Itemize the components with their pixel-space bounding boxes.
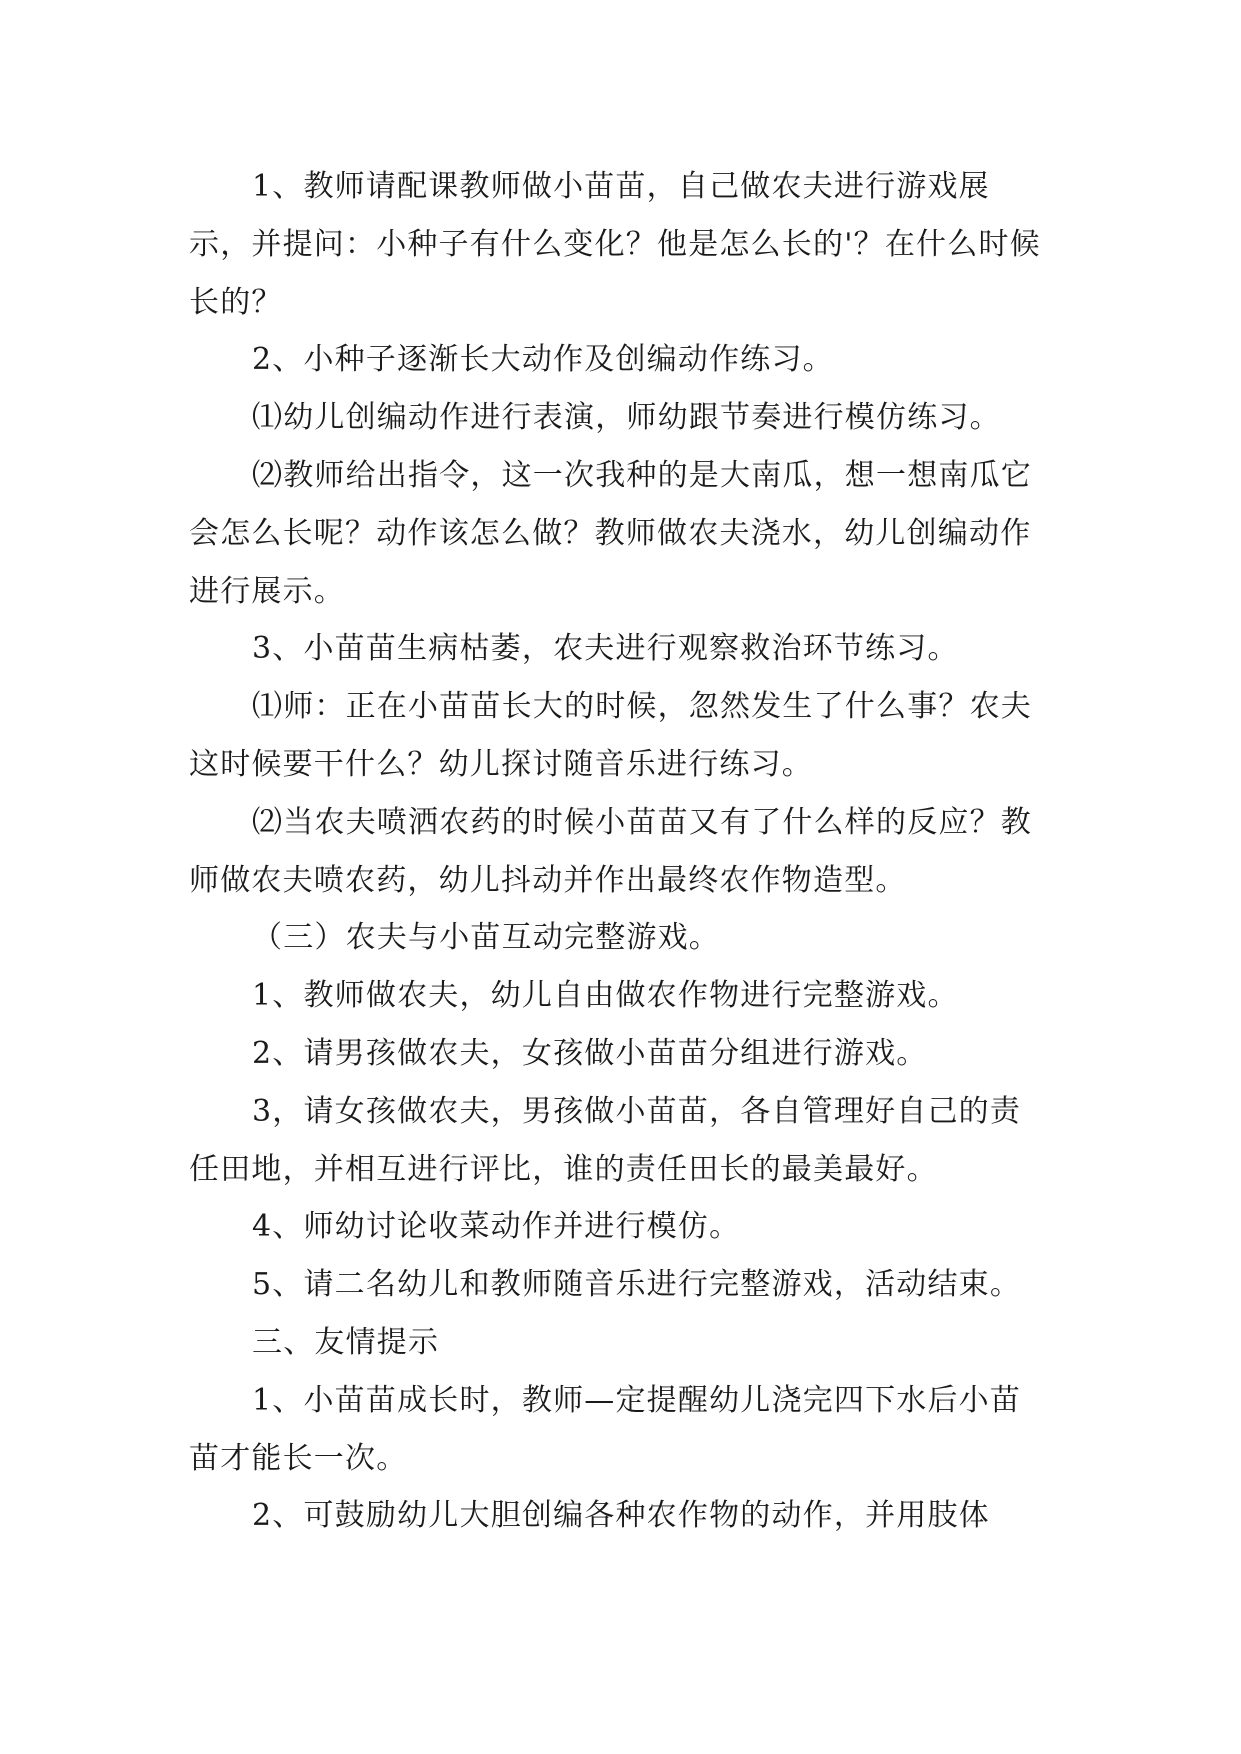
paragraph-1: 1、教师请配课教师做小苗苗，自己做农夫进行游戏展示，并提问：小种子有什么变化？他是怎么长的'？在什么时候长的？ [189, 169, 1041, 320]
paragraph-13: 5、请二名幼儿和教师随音乐进行完整游戏，活动结束。 [252, 1267, 1022, 1303]
paragraph-8: （三）农夫与小苗互动完整游戏。 [252, 920, 720, 956]
paragraph-6: ⑴师：正在小苗苗长大的时候，忽然发生了什么事？农夫这时候要干什么？幼儿探讨随音乐进行练习。 [189, 689, 1032, 782]
paragraph-12: 4、师幼讨论收菜动作并进行模仿。 [252, 1209, 741, 1245]
paragraph-7: ⑵当农夫喷洒农药的时候小苗苗又有了什么样的反应？教师做农夫喷农药，幼儿抖动并作出最终农作物造型。 [189, 804, 1032, 898]
paragraph-4: ⑵教师给出指令，这一次我种的是大南瓜，想一想南瓜它会怎么长呢？动作该怎么做？教师做农夫浇水，幼儿创编动作进行展示。 [189, 457, 1032, 609]
paragraph-16: 2、可鼓励幼儿大胆创编各种农作物的动作，并用肢体 [252, 1498, 990, 1534]
paragraph-10: 2、请男孩做农夫，女孩做小苗苗分组进行游戏。 [252, 1035, 928, 1071]
paragraph-5: 3、小苗苗生病枯萎，农夫进行观察救治环节练习。 [252, 631, 959, 667]
paragraph-15: 1、小苗苗成长时，教师—定提醒幼儿浇完四下水后小苗苗才能长一次。 [189, 1382, 1022, 1476]
document-body [189, 158, 1051, 1545]
paragraph-11: 3，请女孩做农夫，男孩做小苗苗，各自管理好自己的责任田地，并相互进行评比，谁的责任田长的最美最好。 [189, 1093, 1022, 1187]
paragraph-9: 1、教师做农夫，幼儿自由做农作物进行完整游戏。 [252, 978, 959, 1014]
paragraph-3: ⑴幼儿创编动作进行表演，师幼跟节奏进行模仿练习。 [252, 400, 1001, 436]
section-heading: 三、友情提示 [252, 1324, 440, 1360]
paragraph-2: 2、小种子逐渐长大动作及创编动作练习。 [252, 342, 834, 378]
